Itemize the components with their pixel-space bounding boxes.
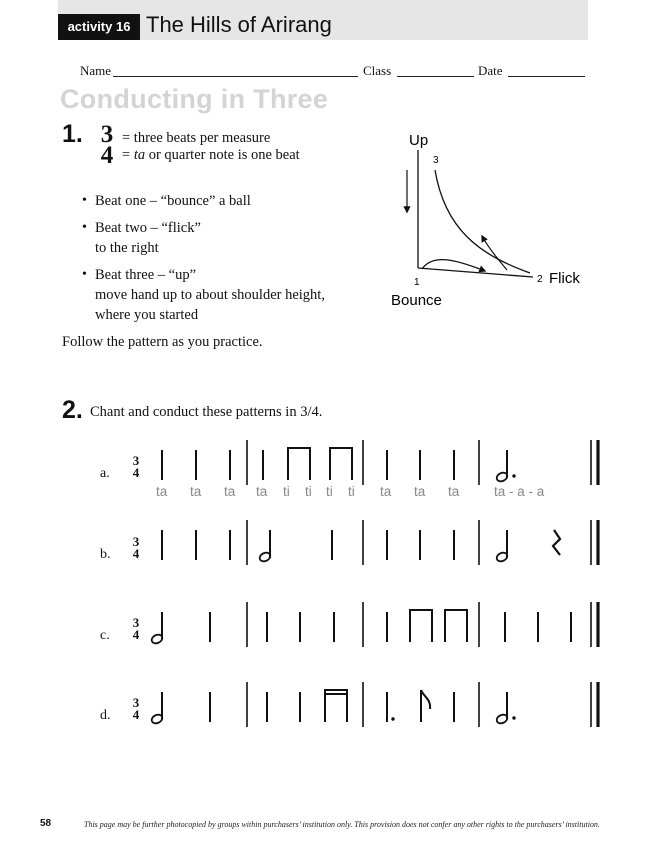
conducting-pattern-diagram [385, 125, 600, 315]
syllable: ti [283, 484, 290, 499]
name-label: Name [80, 63, 112, 78]
row-b-ts-top: 3 [132, 534, 140, 549]
beat-2-marker: 2 [537, 274, 543, 285]
date-field[interactable] [508, 76, 585, 77]
follow-instruction: Follow the pattern as you practice. [62, 334, 263, 350]
row-c-ts-top: 3 [132, 615, 140, 630]
row-a-ts-bottom: 4 [132, 465, 140, 480]
ta-italic: ta [133, 147, 146, 163]
part2-number: 2. [62, 396, 83, 424]
section-title: Conducting in Three [60, 84, 329, 114]
name-field[interactable] [113, 76, 358, 77]
bullet-1-line-1: Beat one – “bounce” a ball [95, 193, 251, 209]
bullet-icon: • [82, 193, 87, 208]
syllable: ti [326, 484, 333, 499]
row-d-ts-top: 3 [132, 695, 140, 710]
rhythm-row-c [150, 597, 610, 657]
syllable: ta - a - a [494, 484, 545, 499]
copyright-note: This page may be further photocopied by groups within purchasers’ institution only. This provision does not confer any other rights to the purchasers’ institution. [84, 820, 600, 829]
bounce-label: Bounce [391, 292, 442, 309]
flick-label: Flick [549, 270, 580, 287]
syllable: ta [414, 484, 426, 499]
page-title: The Hills of Arirang [146, 12, 332, 37]
beat-baseline [418, 268, 533, 277]
class-label: Class [363, 63, 392, 78]
syllable: ta [224, 484, 236, 499]
beat-three-curve [435, 170, 530, 273]
row-c-ts-bottom: 4 [132, 627, 140, 642]
bullet-icon: • [82, 267, 87, 282]
row-b-ts-bottom: 4 [132, 546, 140, 561]
bullet-2-line-2: to the right [95, 240, 159, 256]
up-arrow-icon [482, 236, 507, 270]
bullet-3-line-3: where you started [95, 307, 199, 323]
row-a-ts-top: 3 [132, 453, 140, 468]
part1-line1: = three beats per measure [122, 130, 271, 146]
syllable: ta [156, 484, 168, 499]
time-signature-bottom: 4 [100, 142, 114, 169]
row-c-letter: c. [100, 628, 110, 643]
row-d-letter: d. [100, 708, 111, 723]
beat-3-marker: 3 [433, 155, 439, 166]
syllable: ta [256, 484, 268, 499]
syllable: ta [380, 484, 392, 499]
rhythm-row-b [150, 515, 610, 575]
rhythm-row-d [150, 677, 610, 737]
row-d-ts-bottom: 4 [132, 707, 140, 722]
syllable: ti [348, 484, 355, 499]
bullet-3-line-2: move hand up to about shoulder height, [95, 287, 325, 303]
beat-1-marker: 1 [414, 277, 420, 288]
bullet-icon: • [82, 220, 87, 235]
part1-number: 1. [62, 120, 83, 148]
page-number: 58 [40, 818, 52, 829]
syllable: ta [448, 484, 460, 499]
bullet-2-line-1: Beat two – “flick” [95, 220, 201, 236]
time-signature-top: 3 [100, 121, 114, 148]
part1-line2: = ta or quarter note is one beat [122, 147, 300, 163]
up-label: Up [409, 132, 429, 149]
row-b-letter: b. [100, 547, 111, 562]
class-field[interactable] [397, 76, 474, 77]
syllable: ti [305, 484, 312, 499]
bullet-3-line-1: Beat three – “up” [95, 267, 197, 283]
part1-line2-rest: or quarter note is one beat [145, 147, 300, 163]
date-label: Date [478, 63, 503, 78]
part2-instruction: Chant and conduct these patterns in 3/4. [90, 404, 323, 420]
activity-label: activity 16 [58, 14, 140, 40]
row-a-letter: a. [100, 466, 110, 481]
syllable: ta [190, 484, 202, 499]
